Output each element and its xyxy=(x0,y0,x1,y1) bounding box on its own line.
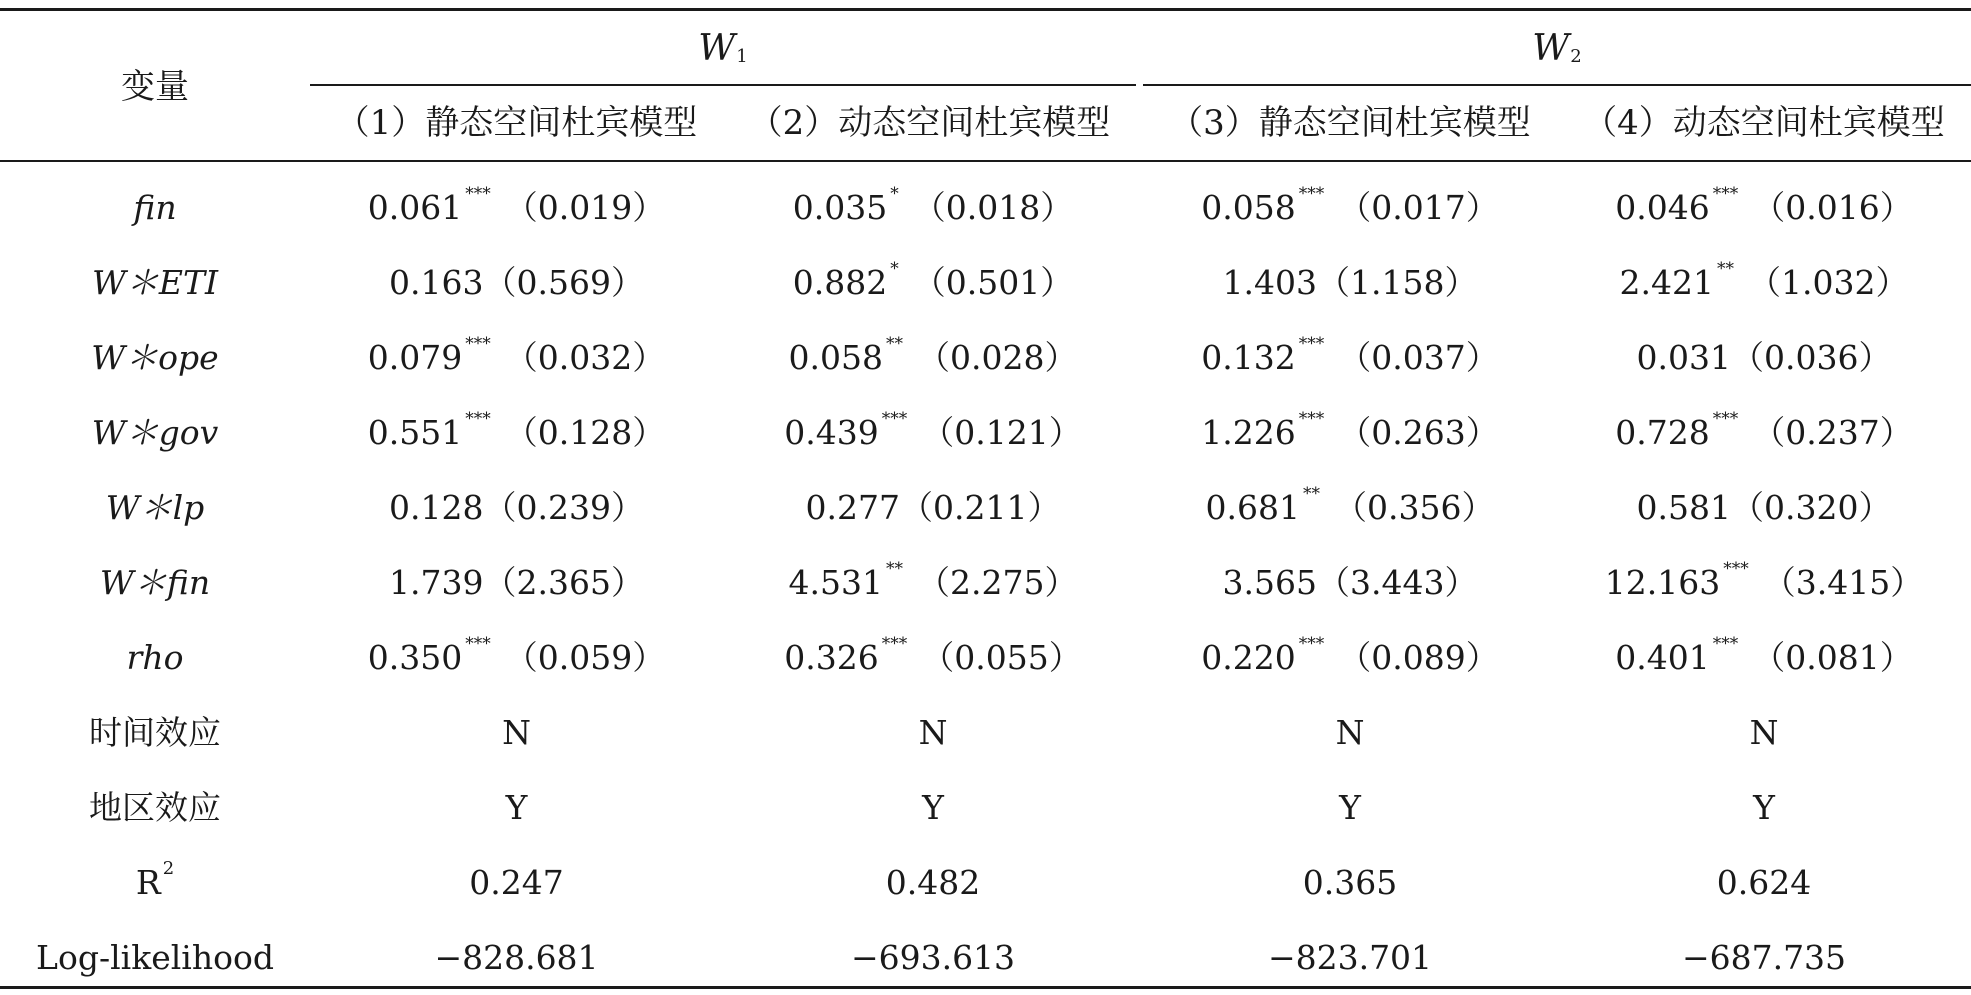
coefficient-value: 0.277 xyxy=(805,488,900,527)
standard-error: （0.019） xyxy=(504,188,666,227)
group-w2-symbol: W xyxy=(1532,28,1570,69)
coefficient-value: Y xyxy=(505,788,528,827)
column-header-2-label: （2）动态空间杜宾模型 xyxy=(748,103,1111,143)
table-cell xyxy=(310,395,723,470)
table-cell xyxy=(310,245,723,320)
table-cell xyxy=(723,920,1143,995)
row-variable-cell xyxy=(0,245,310,320)
significance-stars: *** xyxy=(1723,559,1749,579)
standard-error: （2.275） xyxy=(917,563,1078,602)
coefficient-value: 0.624 xyxy=(1716,863,1812,902)
significance-stars: *** xyxy=(465,409,491,429)
coefficient-value: 0.551 xyxy=(367,413,463,452)
coefficient-value: 0.035 xyxy=(792,188,888,227)
coefficient-value: 12.163 xyxy=(1604,563,1721,602)
header-rule xyxy=(0,160,1971,162)
row-variable-cell xyxy=(0,620,310,695)
table-cell xyxy=(310,770,723,845)
coefficient-value: 0.581 xyxy=(1636,488,1731,527)
table-cell xyxy=(1143,920,1557,995)
group2-underline xyxy=(1143,84,1971,86)
table-cell xyxy=(1143,470,1557,545)
standard-error: （0.089） xyxy=(1338,638,1499,677)
table-cell xyxy=(1143,395,1557,470)
standard-error: （0.569） xyxy=(483,263,644,302)
coefficient-value: 0.326 xyxy=(784,638,879,677)
top-rule xyxy=(0,8,1971,11)
significance-stars: *** xyxy=(1298,334,1325,354)
coefficient-value: 0.046 xyxy=(1615,188,1710,227)
standard-error: （0.016） xyxy=(1752,188,1913,227)
table-cell xyxy=(1557,620,1971,695)
standard-error: （0.320） xyxy=(1731,488,1892,527)
table-cell xyxy=(1557,245,1971,320)
significance-stars: ** xyxy=(886,559,903,579)
table-cell xyxy=(1557,170,1971,245)
row-variable-cell xyxy=(0,695,310,770)
column-header-1 xyxy=(310,88,723,158)
table-cell xyxy=(1557,320,1971,395)
table-cell xyxy=(1143,770,1557,845)
table-cell xyxy=(723,320,1143,395)
row-variable-label: Log-likelihood xyxy=(36,938,274,977)
table-cell xyxy=(723,170,1143,245)
coefficient-value: Y xyxy=(1753,788,1775,827)
significance-stars: ** xyxy=(886,334,903,354)
standard-error: （0.239） xyxy=(483,488,644,527)
standard-error: （0.263） xyxy=(1338,413,1499,452)
standard-error: （0.237） xyxy=(1752,413,1913,452)
table-cell xyxy=(1143,170,1557,245)
significance-stars: *** xyxy=(465,634,491,654)
row-variable-cell xyxy=(0,170,310,245)
row-variable-label: W＊gov xyxy=(91,413,219,452)
coefficient-value: 1.226 xyxy=(1201,413,1296,452)
table-cell xyxy=(1557,770,1971,845)
table-cell xyxy=(310,170,723,245)
row-variable-label: R xyxy=(135,863,161,902)
coefficient-value: 4.531 xyxy=(788,563,883,602)
table-cell xyxy=(723,620,1143,695)
table-cell xyxy=(1557,920,1971,995)
coefficient-value: −828.681 xyxy=(434,938,599,977)
coefficient-value: N xyxy=(502,713,531,752)
row-variable-superscript: 2 xyxy=(162,857,175,879)
row-variable-cell xyxy=(0,320,310,395)
significance-stars: *** xyxy=(1712,184,1739,204)
standard-error: （0.036） xyxy=(1731,338,1892,377)
coefficient-value: 0.079 xyxy=(367,338,463,377)
row-variable-label: W＊ope xyxy=(91,338,219,377)
significance-stars: *** xyxy=(881,409,908,429)
standard-error: （0.059） xyxy=(504,638,666,677)
variable-header-label: 变量 xyxy=(121,66,189,107)
standard-error: （1.158） xyxy=(1317,263,1478,302)
table-cell xyxy=(310,695,723,770)
row-variable-label: W＊ETI xyxy=(91,263,219,302)
standard-error: （0.018） xyxy=(912,188,1074,227)
group-w1-symbol: W xyxy=(698,28,736,69)
coefficient-value: 0.163 xyxy=(389,263,484,302)
coefficient-value: −687.735 xyxy=(1681,938,1847,977)
variable-header xyxy=(0,14,310,159)
coefficient-value: 0.132 xyxy=(1201,338,1296,377)
table-cell xyxy=(1557,470,1971,545)
significance-stars: *** xyxy=(1712,634,1739,654)
table-cell xyxy=(1143,545,1557,620)
table-cell xyxy=(310,845,723,920)
coefficient-value: 0.058 xyxy=(1201,188,1296,227)
table-cell xyxy=(1557,845,1971,920)
significance-stars: *** xyxy=(1298,184,1325,204)
coefficient-value: 0.058 xyxy=(788,338,883,377)
column-header-3-label: （3）静态空间杜宾模型 xyxy=(1169,103,1531,143)
table-cell xyxy=(310,545,723,620)
significance-stars: * xyxy=(890,259,899,279)
coefficient-value: 0.681 xyxy=(1205,488,1300,527)
row-variable-cell xyxy=(0,395,310,470)
coefficient-value: 0.439 xyxy=(784,413,879,452)
standard-error: （0.028） xyxy=(917,338,1078,377)
column-header-4-label: （4）动态空间杜宾模型 xyxy=(1583,103,1945,143)
coefficient-value: 0.728 xyxy=(1615,413,1710,452)
table-cell xyxy=(1557,395,1971,470)
table-cell xyxy=(723,545,1143,620)
group-header-w1 xyxy=(310,14,1136,84)
significance-stars: *** xyxy=(465,184,491,204)
standard-error: （0.356） xyxy=(1334,488,1495,527)
column-header-3 xyxy=(1143,88,1557,158)
standard-error: （0.501） xyxy=(912,263,1074,302)
coefficient-value: 0.365 xyxy=(1302,863,1398,902)
significance-stars: *** xyxy=(465,334,491,354)
table-cell xyxy=(1557,545,1971,620)
coefficient-value: Y xyxy=(1339,788,1361,827)
group-w2-subscript: 2 xyxy=(1570,46,1582,67)
coefficient-value: 3.565 xyxy=(1222,563,1317,602)
significance-stars: * xyxy=(890,184,899,204)
table-cell xyxy=(723,770,1143,845)
coefficient-value: 0.401 xyxy=(1615,638,1710,677)
row-variable-label: W＊fin xyxy=(99,563,211,602)
coefficient-value: N xyxy=(918,713,948,752)
table-cell xyxy=(310,320,723,395)
table-cell xyxy=(1557,695,1971,770)
significance-stars: *** xyxy=(1712,409,1739,429)
standard-error: （0.037） xyxy=(1338,338,1499,377)
standard-error: （1.032） xyxy=(1748,263,1909,302)
standard-error: （0.211） xyxy=(900,488,1061,527)
row-variable-label: fin xyxy=(133,188,177,227)
coefficient-value: N xyxy=(1335,713,1365,752)
coefficient-value: 0.350 xyxy=(367,638,463,677)
standard-error: （0.017） xyxy=(1338,188,1499,227)
table-cell xyxy=(310,920,723,995)
standard-error: （0.055） xyxy=(921,638,1082,677)
table-cell xyxy=(1143,620,1557,695)
table-cell xyxy=(723,395,1143,470)
table-cell xyxy=(310,620,723,695)
coefficient-value: 0.128 xyxy=(389,488,484,527)
standard-error: （2.365） xyxy=(483,563,644,602)
significance-stars: *** xyxy=(1298,409,1325,429)
group-w1-subscript: 1 xyxy=(736,46,748,67)
group-header-w2 xyxy=(1143,14,1971,84)
coefficient-value: Y xyxy=(922,788,944,827)
coefficient-value: 0.247 xyxy=(469,863,564,902)
coefficient-value: 2.421 xyxy=(1619,263,1714,302)
row-variable-cell xyxy=(0,470,310,545)
table-cell xyxy=(1143,320,1557,395)
row-variable-label: 地区效应 xyxy=(89,788,221,827)
row-variable-cell xyxy=(0,545,310,620)
coefficient-value: N xyxy=(1749,713,1779,752)
group1-underline xyxy=(310,84,1136,86)
significance-stars: *** xyxy=(1298,634,1325,654)
significance-stars: ** xyxy=(1303,484,1320,504)
coefficient-value: 0.482 xyxy=(885,863,981,902)
significance-stars: *** xyxy=(881,634,908,654)
row-variable-label: rho xyxy=(126,638,184,677)
column-header-2 xyxy=(723,88,1136,158)
standard-error: （0.121） xyxy=(921,413,1082,452)
table-cell xyxy=(723,695,1143,770)
coefficient-value: 0.061 xyxy=(367,188,463,227)
standard-error: （0.081） xyxy=(1752,638,1913,677)
coefficient-value: 0.031 xyxy=(1636,338,1731,377)
column-header-4 xyxy=(1557,88,1971,158)
significance-stars: ** xyxy=(1717,259,1734,279)
row-variable-cell xyxy=(0,920,310,995)
standard-error: （0.032） xyxy=(504,338,666,377)
table-cell xyxy=(723,845,1143,920)
row-variable-label: 时间效应 xyxy=(89,713,221,752)
coefficient-value: 0.882 xyxy=(792,263,888,302)
coefficient-value: −693.613 xyxy=(850,938,1016,977)
coefficient-value: 0.220 xyxy=(1201,638,1296,677)
table-cell xyxy=(1143,845,1557,920)
coefficient-value: −823.701 xyxy=(1267,938,1433,977)
row-variable-cell xyxy=(0,770,310,845)
standard-error: （0.128） xyxy=(504,413,666,452)
table-cell xyxy=(310,470,723,545)
table-cell xyxy=(723,245,1143,320)
row-variable-label: W＊lp xyxy=(105,488,205,527)
row-variable-cell xyxy=(0,845,310,920)
table-cell xyxy=(723,470,1143,545)
standard-error: （3.415） xyxy=(1762,563,1924,602)
coefficient-value: 1.739 xyxy=(389,563,484,602)
table-cell xyxy=(1143,695,1557,770)
table-cell xyxy=(1143,245,1557,320)
standard-error: （3.443） xyxy=(1317,563,1478,602)
coefficient-value: 1.403 xyxy=(1222,263,1317,302)
column-header-1-label: （1）静态空间杜宾模型 xyxy=(335,103,698,143)
